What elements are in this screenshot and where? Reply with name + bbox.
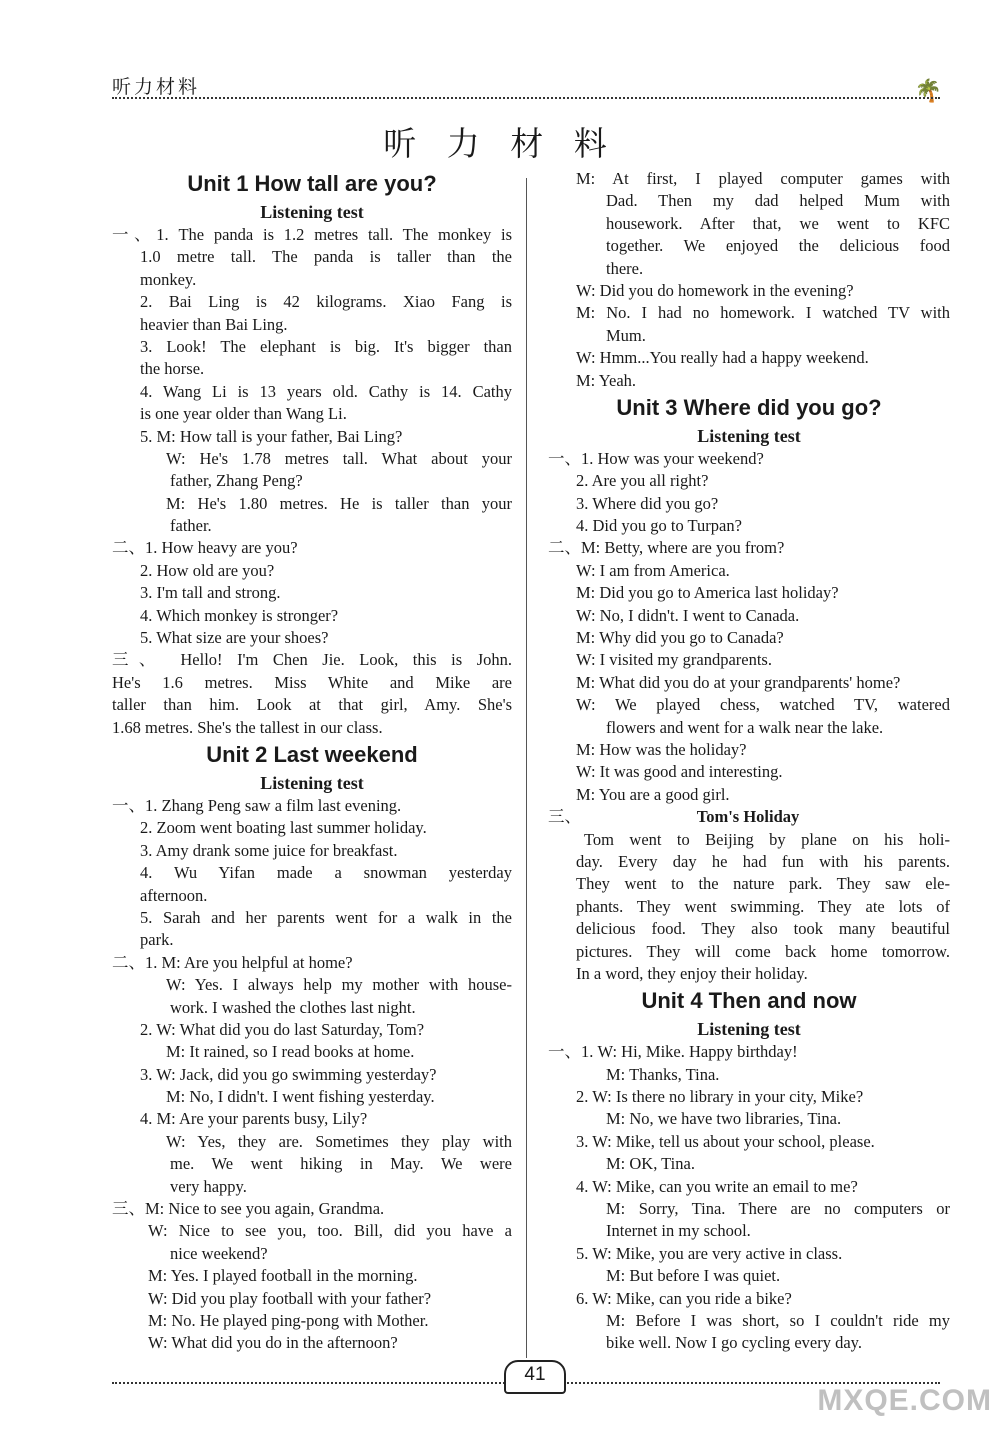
text-line: 二、1. How heavy are you? bbox=[112, 538, 298, 558]
text-line: M: Yes. I played football in the morning. bbox=[148, 1266, 418, 1286]
text-line: 3. W: Mike, tell us about your school, please. bbox=[576, 1131, 875, 1151]
text-line: 2. Zoom went boating last summer holiday. bbox=[140, 818, 427, 838]
text-line: W: No, I didn't. I went to Canada. bbox=[576, 605, 800, 625]
unit-heading: Unit 4 Then and now bbox=[641, 988, 857, 1014]
text-line: 三、M: Nice to see you again, Grandma. bbox=[112, 1199, 385, 1219]
text-line: day. Every day he had fun with his parents. bbox=[576, 851, 950, 871]
text-line: nice weekend? bbox=[170, 1243, 268, 1263]
text-line: M: Before I was short, so I couldn't ride my bbox=[606, 1310, 950, 1330]
text-line: father. bbox=[170, 516, 212, 536]
text-line: Tom went to Beijing by plane on his holi- bbox=[584, 829, 950, 849]
left-column bbox=[112, 168, 512, 1355]
text-line: 2. W: Is there no library in your city, Mike? bbox=[576, 1087, 864, 1107]
text-line: 3. Look! The elephant is big. It's bigger than bbox=[140, 336, 512, 356]
text-line: 4. Wang Li is 13 years old. Cathy is 14. Cathy bbox=[140, 381, 512, 401]
story-title: Tom's Holiday bbox=[696, 807, 800, 827]
text-line: M: How was the holiday? bbox=[576, 739, 747, 759]
text-line: 3. Amy drank some juice for breakfast. bbox=[140, 840, 398, 860]
text-line: 2. Are you all right? bbox=[576, 471, 709, 491]
text-line: flowers and went for a walk near the lake. bbox=[606, 717, 884, 737]
text-line: 3. I'm tall and strong. bbox=[140, 583, 281, 603]
text-line: 6. W: Mike, can you ride a bike? bbox=[576, 1288, 792, 1308]
unit-heading: Unit 2 Last weekend bbox=[206, 741, 418, 767]
text-line: 一、1. W: Hi, Mike. Happy birthday! bbox=[548, 1042, 798, 1062]
text-line: 5. W: Mike, you are very active in class. bbox=[576, 1243, 843, 1263]
text-line: M: What did you do at your grandparents' home? bbox=[576, 672, 901, 692]
text-line: 4. W: Mike, can you write an email to me? bbox=[576, 1176, 858, 1196]
text-line: M: You are a good girl. bbox=[576, 784, 730, 804]
text-line: delicious food. They also took many beautiful bbox=[576, 919, 950, 939]
text-line: phants. They went swimming. They ate lots of bbox=[576, 896, 950, 916]
text-line: They went to the nature park. They saw ele- bbox=[576, 874, 950, 894]
text-line: M: No, we have two libraries, Tina. bbox=[606, 1109, 842, 1129]
text-line: M: Why did you go to Canada? bbox=[576, 628, 784, 648]
text-line: taller than him. Look at that girl, Amy. She's bbox=[112, 695, 512, 715]
text-line: 5. M: How tall is your father, Bai Ling? bbox=[140, 426, 403, 446]
text-line: M: Thanks, Tina. bbox=[606, 1064, 720, 1084]
text-line: 5. Sarah and her parents went for a walk in the bbox=[140, 907, 512, 927]
page-title: 听 力 材 料 bbox=[383, 124, 617, 163]
text-line: is one year older than Wang Li. bbox=[140, 404, 347, 424]
text-line: 5. What size are your shoes? bbox=[140, 628, 329, 648]
text-line: Dad. Then my dad helped Mum with bbox=[606, 191, 950, 211]
text-line: W: What did you do in the afternoon? bbox=[148, 1333, 398, 1353]
text-line: 3. Where did you go? bbox=[576, 493, 719, 513]
text-line: monkey. bbox=[140, 269, 197, 289]
text-line: 1.0 metre tall. The panda is taller than the bbox=[140, 247, 512, 267]
text-line: W: Hmm...You really had a happy weekend. bbox=[576, 348, 869, 368]
text-line: me. We went hiking in May. We were bbox=[170, 1154, 512, 1174]
section-subheading: Listening test bbox=[697, 425, 801, 446]
text-line: father, Zhang Peng? bbox=[170, 471, 303, 491]
text-line: 4. Which monkey is stronger? bbox=[140, 605, 339, 625]
right-column bbox=[548, 168, 950, 1355]
text-line: W: Yes, they are. Sometimes they play with bbox=[166, 1131, 512, 1151]
text-line: 1.68 metres. She's the tallest in our class. bbox=[112, 717, 383, 737]
text-line: 三、 Hello! I'm Chen Jie. Look, this is John. bbox=[112, 650, 512, 670]
text-line: M: No. He played ping-pong with Mother. bbox=[148, 1310, 429, 1330]
text-line: M: But before I was quiet. bbox=[606, 1266, 781, 1286]
text-line: W: I am from America. bbox=[576, 560, 730, 580]
text-line: the horse. bbox=[140, 359, 205, 379]
text-line: W: I visited my grandparents. bbox=[576, 650, 772, 670]
text-line: W: He's 1.78 metres tall. What about your bbox=[166, 448, 512, 468]
text-line: M: Sorry, Tina. There are no computers or bbox=[606, 1199, 950, 1219]
text-line: M: It rained, so I read books at home. bbox=[166, 1042, 415, 1062]
unit-heading: Unit 1 How tall are you? bbox=[187, 171, 437, 196]
text-line: 2. Bai Ling is 42 kilograms. Xiao Fang is bbox=[140, 292, 512, 312]
text-line: bike well. Now I go cycling every day. bbox=[606, 1333, 862, 1353]
running-header: 听力材料 bbox=[112, 76, 201, 98]
section-subheading: Listening test bbox=[260, 202, 364, 222]
page-number: 41 bbox=[504, 1360, 566, 1394]
text-line: pictures. They will come back home tomorrow. bbox=[576, 941, 950, 961]
section-subheading: Listening test bbox=[260, 772, 364, 793]
text-line: W: It was good and interesting. bbox=[576, 762, 783, 782]
text-line: In a word, they enjoy their holiday. bbox=[576, 963, 808, 983]
text-line: 2. W: What did you do last Saturday, Tom? bbox=[140, 1019, 425, 1039]
text-line: 4. Did you go to Turpan? bbox=[576, 516, 742, 536]
text-line: M: He's 1.80 metres. He is taller than your bbox=[166, 493, 512, 513]
text-line: W: We played chess, watched TV, watered bbox=[576, 695, 950, 715]
watermark-text: MXQE.COM bbox=[817, 1384, 992, 1417]
text-line: M: Did you go to America last holiday? bbox=[576, 583, 839, 603]
text-line: there. bbox=[606, 258, 644, 278]
text-line: W: Did you play football with your father? bbox=[148, 1288, 432, 1308]
text-line: 二、1. M: Are you helpful at home? bbox=[112, 952, 353, 972]
text-line: M: Yeah. bbox=[576, 370, 637, 390]
text-line: housework. After that, we went to KFC bbox=[606, 213, 950, 233]
header-rule bbox=[112, 97, 940, 99]
text-line: 2. How old are you? bbox=[140, 560, 275, 580]
text-line: park. bbox=[140, 930, 174, 950]
text-line: He's 1.6 metres. Miss White and Mike are bbox=[112, 672, 512, 692]
unit-heading: Unit 3 Where did you go? bbox=[616, 394, 882, 420]
section-number: 三、 bbox=[548, 807, 581, 827]
palm-tree-icon: 🌴 bbox=[914, 78, 942, 103]
story-title-line bbox=[548, 806, 950, 828]
column-divider bbox=[526, 178, 527, 1358]
text-line: 二、M: Betty, where are you from? bbox=[548, 538, 785, 558]
text-line: Internet in my school. bbox=[606, 1221, 751, 1241]
text-line: M: No, I didn't. I went fishing yesterday. bbox=[166, 1087, 435, 1107]
text-line: 一、1. The panda is 1.2 metres tall. The monkey is bbox=[112, 225, 512, 244]
text-line: 一、1. Zhang Peng saw a film last evening. bbox=[112, 795, 402, 815]
text-line: together. We enjoyed the delicious food bbox=[606, 236, 950, 256]
text-line: work. I washed the clothes last night. bbox=[170, 997, 416, 1017]
text-line: M: No. I had no homework. I watched TV with bbox=[576, 303, 950, 323]
text-line: Mum. bbox=[606, 325, 646, 345]
section-subheading: Listening test bbox=[697, 1019, 801, 1040]
text-line: very happy. bbox=[170, 1176, 247, 1196]
text-line: 4. Wu Yifan made a snowman yesterday bbox=[140, 863, 512, 883]
text-line: M: At first, I played computer games with bbox=[576, 169, 950, 188]
text-line: 一、1. How was your weekend? bbox=[548, 448, 764, 468]
text-line: 3. W: Jack, did you go swimming yesterday? bbox=[140, 1064, 437, 1084]
text-line: heavier than Bai Ling. bbox=[140, 314, 288, 334]
text-line: M: OK, Tina. bbox=[606, 1154, 695, 1174]
text-line: 4. M: Are your parents busy, Lily? bbox=[140, 1109, 368, 1129]
text-line: W: Nice to see you, too. Bill, did you have a bbox=[148, 1221, 512, 1241]
text-line: W: Yes. I always help my mother with house- bbox=[166, 975, 512, 995]
text-line: W: Did you do homework in the evening? bbox=[576, 280, 854, 300]
text-line: afternoon. bbox=[140, 885, 208, 905]
